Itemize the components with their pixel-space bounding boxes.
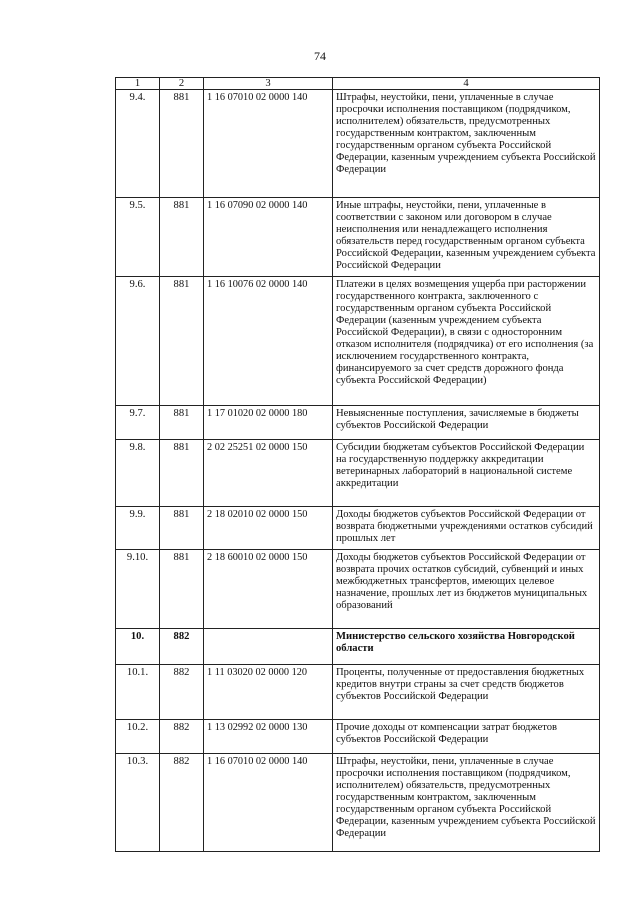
revenue-description: Иные штрафы, неустойки, пени, уплаченные в соответствии с законом или договором в случае неисполнения или ненадлежащего исполнения обязательств перед государственным органом субъекта Российской Федерации, казенным учреждением субъекта Российской Федерации xyxy=(333,198,600,277)
revenue-description: Платежи в целях возмещения ущерба при расторжении государственного контракта, заключенного с государственным органом субъекта Российской Федерации (казенным учреждением субъекта Российской Федерации), в связи с односторонним отказом исполнителя (подрядчика) от его исполнения (за исключением государственного контракта, финансируемого за счет средств дорожного фонда субъекта Российской Федерации) xyxy=(333,277,600,406)
table-row xyxy=(116,198,600,277)
revenue-description: Прочие доходы от компенсации затрат бюджетов субъектов Российской Федерации xyxy=(333,720,600,754)
kbk-code: 1 11 03020 02 0000 120 xyxy=(204,665,333,720)
row-number: 10. xyxy=(116,629,160,665)
admin-code: 881 xyxy=(160,90,204,198)
table-row xyxy=(116,507,600,550)
table-row xyxy=(116,754,600,852)
column-header: 3 xyxy=(204,78,333,90)
kbk-code: 1 16 07010 02 0000 140 xyxy=(204,754,333,852)
kbk-code: 2 18 02010 02 0000 150 xyxy=(204,507,333,550)
table-row xyxy=(116,90,600,198)
row-number: 10.2. xyxy=(116,720,160,754)
kbk-code: 2 18 60010 02 0000 150 xyxy=(204,550,333,629)
revenue-description: Проценты, полученные от предоставления бюджетных кредитов внутри страны за счет средств бюджетов субъектов Российской Федерации xyxy=(333,665,600,720)
column-header: 4 xyxy=(333,78,600,90)
kbk-code: 2 02 25251 02 0000 150 xyxy=(204,440,333,507)
revenue-description: Штрафы, неустойки, пени, уплаченные в случае просрочки исполнения поставщиком (подрядчиком, исполнителем) обязательств, предусмотренных государственным контрактом, заключенным государственным органом субъекта Российской Федерации, казенным учреждением субъекта Российской Федерации xyxy=(333,754,600,852)
kbk-code: 1 17 01020 02 0000 180 xyxy=(204,406,333,440)
table-row xyxy=(116,440,600,507)
table-row xyxy=(116,629,600,665)
kbk-code: 1 16 07090 02 0000 140 xyxy=(204,198,333,277)
row-number: 9.7. xyxy=(116,406,160,440)
table-row xyxy=(116,550,600,629)
revenue-description: Министерство сельского хозяйства Новгородской области xyxy=(333,629,600,665)
admin-code: 881 xyxy=(160,198,204,277)
kbk-code xyxy=(204,629,333,665)
admin-code: 882 xyxy=(160,665,204,720)
kbk-code: 1 13 02992 02 0000 130 xyxy=(204,720,333,754)
row-number: 10.1. xyxy=(116,665,160,720)
revenue-description: Невыясненные поступления, зачисляемые в бюджеты субъектов Российской Федерации xyxy=(333,406,600,440)
kbk-code: 1 16 10076 02 0000 140 xyxy=(204,277,333,406)
table-row xyxy=(116,665,600,720)
revenue-description: Субсидии бюджетам субъектов Российской Федерации на государственную поддержку аккредитации ветеринарных лабораторий в национальной системе аккредитации xyxy=(333,440,600,507)
row-number: 9.5. xyxy=(116,198,160,277)
page-number: 74 xyxy=(314,49,326,63)
admin-code: 882 xyxy=(160,720,204,754)
table-row xyxy=(116,406,600,440)
admin-code: 881 xyxy=(160,277,204,406)
admin-code: 882 xyxy=(160,754,204,852)
row-number: 9.9. xyxy=(116,507,160,550)
admin-code: 881 xyxy=(160,440,204,507)
row-number: 9.6. xyxy=(116,277,160,406)
admin-code: 881 xyxy=(160,507,204,550)
revenue-description: Штрафы, неустойки, пени, уплаченные в случае просрочки исполнения поставщиком (подрядчиком, исполнителем) обязательств, предусмотренных государственным контрактом, заключенным государственным органом субъекта Российской Федерации, казенным учреждением субъекта Российской Федерации xyxy=(333,90,600,198)
table-row xyxy=(116,720,600,754)
revenue-description: Доходы бюджетов субъектов Российской Федерации от возврата прочих остатков субсидий, субвенций и иных межбюджетных трансфертов, имеющих целевое назначение, прошлых лет из бюджетов муниципальных образований xyxy=(333,550,600,629)
row-number: 9.4. xyxy=(116,90,160,198)
admin-code: 881 xyxy=(160,406,204,440)
row-number: 10.3. xyxy=(116,754,160,852)
row-number: 9.8. xyxy=(116,440,160,507)
revenue-table xyxy=(115,77,600,852)
revenue-description: Доходы бюджетов субъектов Российской Федерации от возврата бюджетными учреждениями остатков субсидий прошлых лет xyxy=(333,507,600,550)
table-row xyxy=(116,277,600,406)
row-number: 9.10. xyxy=(116,550,160,629)
column-header: 1 xyxy=(116,78,160,90)
column-header: 2 xyxy=(160,78,204,90)
admin-code: 881 xyxy=(160,550,204,629)
admin-code: 882 xyxy=(160,629,204,665)
kbk-code: 1 16 07010 02 0000 140 xyxy=(204,90,333,198)
table-header-row xyxy=(116,78,600,90)
